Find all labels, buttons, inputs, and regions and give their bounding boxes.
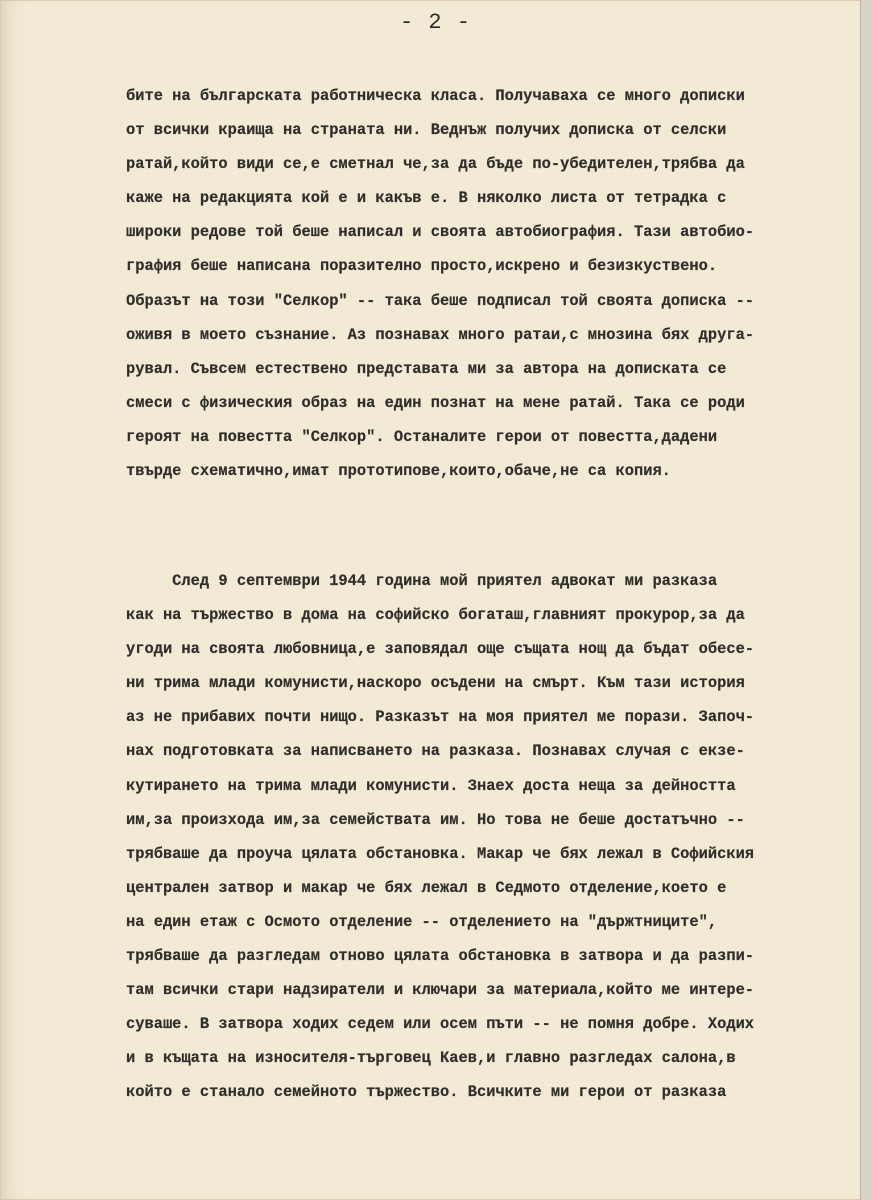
text-line: ни трима млади комунисти,наскоро осъдени на смърт. Към тази история: [126, 674, 745, 693]
text-line: централен затвор и макар че бях лежал в Седмото отделение,което е: [126, 878, 727, 897]
text-line: широки редове той беше написал и своята автобиография. Тази автобио-: [126, 223, 755, 242]
text-line: героят на повестта "Селкор". Останалите герои от повестта,дадени: [126, 427, 718, 446]
text-line: суваше. В затвора ходих седем или осем пъти -- не помня добре. Ходих: [126, 1015, 755, 1034]
paragraph-1: [126, 79, 858, 488]
text-line: графия беше написана поразително просто,искрено и безизкуствено.: [126, 257, 718, 276]
text-line: смеси с физическия образ на един познат на мене ратай. Така се роди: [126, 393, 745, 412]
text-line: и в къщата на износителя-търговец Каев,и главно разгледах салона,в: [126, 1049, 736, 1068]
text-line: оживя в моето съзнание. Аз познавах много ратаи,с мнозина бях друга-: [126, 325, 755, 344]
page-number: - 2 -: [399, 10, 471, 35]
text-line: След 9 септември 1944 година мой приятел адвокат ми разказа: [126, 572, 718, 590]
text-line: как на тържество в дома на софийско богаташ,главният прокурор,за да: [126, 606, 745, 625]
page-edge: [860, 0, 871, 1200]
text-line: им,за произхода им,за семействата им. Но това не беше достатъчно --: [126, 810, 745, 829]
text-line: трябваше да разгледам отново цялата обстановка в затвора и да разпи-: [126, 947, 755, 966]
text-line: трябваше да проуча цялата обстановка. Макар че бях лежал в Софийския: [126, 844, 755, 863]
text-line: бите на българската работническа класа. Получаваха се много дописки: [126, 87, 745, 105]
text-line: угоди на своята любовница,е заповядал още същата нощ да бъдат обесе-: [126, 640, 755, 659]
text-line: ратай,който види се,е сметнал че,за да бъде по-убедителен,трябва да: [126, 155, 745, 174]
paragraph-2: [126, 564, 858, 1110]
text-line: рувал. Съвсем естествено представата ми за автора на дописката се: [126, 359, 727, 378]
text-line: на един етаж с Осмото отделение -- отделението на "държтниците",: [126, 912, 718, 931]
text-line: Образът на този "Селкор" -- така беше подписал той своята дописка --: [126, 291, 755, 310]
text-line: кутирането на трима млади комунисти. Знаех доста неща за дейността: [126, 776, 736, 795]
text-line: там всички стари надзиратели и ключари за материала,който ме интере-: [126, 981, 755, 1000]
text-line: каже на редакцията кой е и какъв е. В няколко листа от тетрадка с: [126, 189, 727, 208]
text-line: твърде схематично,имат прототипове,които,обаче,не са копия.: [126, 462, 671, 481]
text-line: аз не прибавих почти нищо. Разказът на моя приятел ме порази. Започ-: [126, 708, 755, 727]
text-line: от всички краища на страната ни. Веднъж получих дописка от селски: [126, 121, 727, 140]
text-line: който е станало семейното тържество. Всичките ми герои от разказа: [126, 1083, 727, 1102]
text-line: нах подготовката за написването на разказа. Познавах случая с екзе-: [126, 742, 745, 761]
